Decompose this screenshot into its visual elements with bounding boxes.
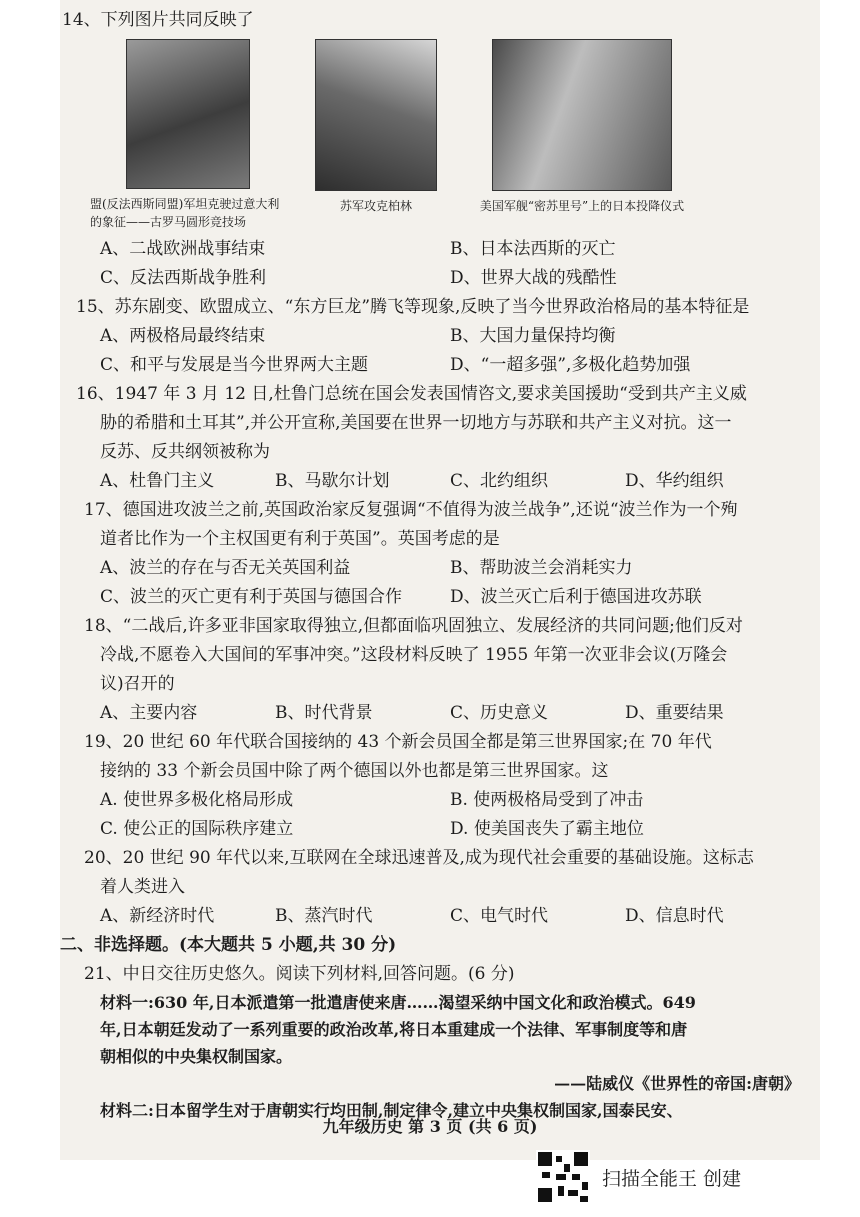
q15-option-d: D、“一超多强”,多极化趋势加强 <box>450 355 691 375</box>
qr-code-icon <box>536 1150 590 1204</box>
q21-material-1-line3: 朝相似的中央集权制国家。 <box>100 1047 293 1066</box>
exam-content <box>60 6 800 1124</box>
q18-options <box>100 699 800 728</box>
q17-stem-line1: 17、德国进攻波兰之前,英国政治家反复强调“不值得为波兰战争”,还说“波兰作为一个殉 <box>84 500 738 520</box>
q14-options-row2 <box>100 264 800 293</box>
scanner-label: 扫描全能王 创建 <box>602 1167 742 1190</box>
picture-berlin <box>301 39 451 231</box>
q20-stem-line2: 着人类进入 <box>100 877 185 897</box>
q20-options <box>100 902 800 931</box>
q15-stem: 15、苏东剧变、欧盟成立、“东方巨龙”腾飞等现象,反映了当今世界政治格局的基本特征是 <box>76 297 750 317</box>
q17-option-d: D、波兰灭亡后利于德国进攻苏联 <box>450 587 702 607</box>
q14-options-row1 <box>100 235 800 264</box>
q20-stem-line1: 20、20 世纪 90 年代以来,互联网在全球迅速普及,成为现代社会重要的基础设施。这标志 <box>84 848 754 868</box>
q19-option-a: A. 使世界多极化格局形成 <box>100 790 294 810</box>
scanner-watermark <box>536 1150 741 1204</box>
q16-option-a: A、杜鲁门主义 <box>100 471 215 491</box>
q21-material-1-line1: 材料一:630 年,日本派遣第一批遣唐使来唐……渴望采纳中国文化和政治模式。649 <box>100 993 696 1012</box>
picture-colosseum <box>90 39 285 231</box>
q16-stem-line2: 胁的希腊和土耳其”,并公开宣称,美国要在世界一切地方与苏联和共产主义对抗。这一 <box>100 413 732 433</box>
caption-berlin: 苏军攻克柏林 <box>339 199 412 213</box>
q18-stem-line1: 18、“二战后,许多亚非国家取得独立,但都面临巩固独立、发展经济的共同问题;他们反对 <box>84 616 743 636</box>
q17-option-a: A、波兰的存在与否无关英国利益 <box>100 558 351 578</box>
q18-stem-line2: 冷战,不愿卷入大国间的军事冲突。”这段材料反映了 1955 年第一次亚非会议(万隆会 <box>100 645 728 665</box>
q16-stem-line1: 16、1947 年 3 月 12 日,杜鲁门总统在国会发表国情咨文,要求美国援助“受到共产主义威 <box>76 384 747 404</box>
q19-option-c: C. 使公正的国际秩序建立 <box>100 819 294 839</box>
q19-options-row2 <box>100 815 800 844</box>
q16-option-c: C、北约组织 <box>450 471 549 491</box>
q21-material-1-line2: 年,日本朝廷发动了一系列重要的政治改革,将日本重建成一个法律、军事制度等和唐 <box>100 1020 688 1039</box>
q16-options <box>100 467 800 496</box>
q17-options-row1 <box>100 554 800 583</box>
q16-option-d: D、华约组织 <box>625 471 724 491</box>
q15-options-row1 <box>100 322 800 351</box>
q19-stem-line1: 19、20 世纪 60 年代联合国接纳的 43 个新会员国全都是第三世界国家;在 70 年代 <box>84 732 712 752</box>
picture-surrender <box>467 39 697 231</box>
surrender-photo <box>492 39 672 191</box>
q16-option-b: B、马歇尔计划 <box>275 471 390 491</box>
q14-option-d: D、世界大战的残酷性 <box>450 268 617 288</box>
q18-option-c: C、历史意义 <box>450 703 549 723</box>
q15-option-a: A、两极格局最终结束 <box>100 326 266 346</box>
caption-colosseum: 盟(反法西斯同盟)军坦克驶过意大利的象征——古罗马圆形竞技场 <box>90 197 280 229</box>
q14-option-b: B、日本法西斯的灭亡 <box>450 239 616 259</box>
q14-pictures <box>90 39 800 231</box>
q18-option-b: B、时代背景 <box>275 703 373 723</box>
q15-options-row2 <box>100 351 800 380</box>
q21-stem: 21、中日交往历史悠久。阅读下列材料,回答问题。(6 分) <box>84 964 515 984</box>
q17-option-c: C、波兰的灭亡更有利于英国与德国合作 <box>100 587 403 607</box>
q15-option-c: C、和平与发展是当今世界两大主题 <box>100 355 369 375</box>
berlin-photo <box>315 39 437 191</box>
caption-surrender: 美国军舰“密苏里号”上的日本投降仪式 <box>479 199 685 213</box>
q20-option-b: B、蒸汽时代 <box>275 906 373 926</box>
q17-option-b: B、帮助波兰会消耗实力 <box>450 558 633 578</box>
q19-stem-line2: 接纳的 33 个新会员国中除了两个德国以外也都是第三世界国家。这 <box>100 761 609 781</box>
q18-option-d: D、重要结果 <box>625 703 724 723</box>
q17-stem-line2: 道者比作为一个主权国更有利于英国”。英国考虑的是 <box>100 529 500 549</box>
page-footer: 九年级历史 第 3 页 (共 6 页) <box>322 1117 538 1136</box>
q14-option-a: A、二战欧洲战事结束 <box>100 239 266 259</box>
colosseum-photo <box>126 39 250 189</box>
q16-stem-line3: 反苏、反共纲领被称为 <box>100 442 270 462</box>
q15-option-b: B、大国力量保持均衡 <box>450 326 616 346</box>
q18-option-a: A、主要内容 <box>100 703 198 723</box>
q20-option-a: A、新经济时代 <box>100 906 215 926</box>
q19-option-b: B. 使两极格局受到了冲击 <box>450 790 644 810</box>
q21-material-2: 材料二:日本留学生对于唐朝实行均田制,制定律令,建立中央集权制国家,国泰民安、 <box>100 1101 683 1120</box>
q21-material-1 <box>100 989 800 1124</box>
q14-option-c: C、反法西斯战争胜利 <box>100 268 267 288</box>
q21-material-1-source: ——陆威仪《世界性的帝国:唐朝》 <box>554 1074 800 1093</box>
q19-option-d: D. 使美国丧失了霸主地位 <box>450 819 644 839</box>
q14-stem: 14、下列图片共同反映了 <box>62 10 254 30</box>
q20-option-d: D、信息时代 <box>625 906 724 926</box>
q20-option-c: C、电气时代 <box>450 906 549 926</box>
q18-stem-line3: 议)召开的 <box>100 674 175 694</box>
q17-options-row2 <box>100 583 800 612</box>
section-2-heading: 二、非选择题。(本大题共 5 小题,共 30 分) <box>60 935 397 955</box>
q19-options-row1 <box>100 786 800 815</box>
